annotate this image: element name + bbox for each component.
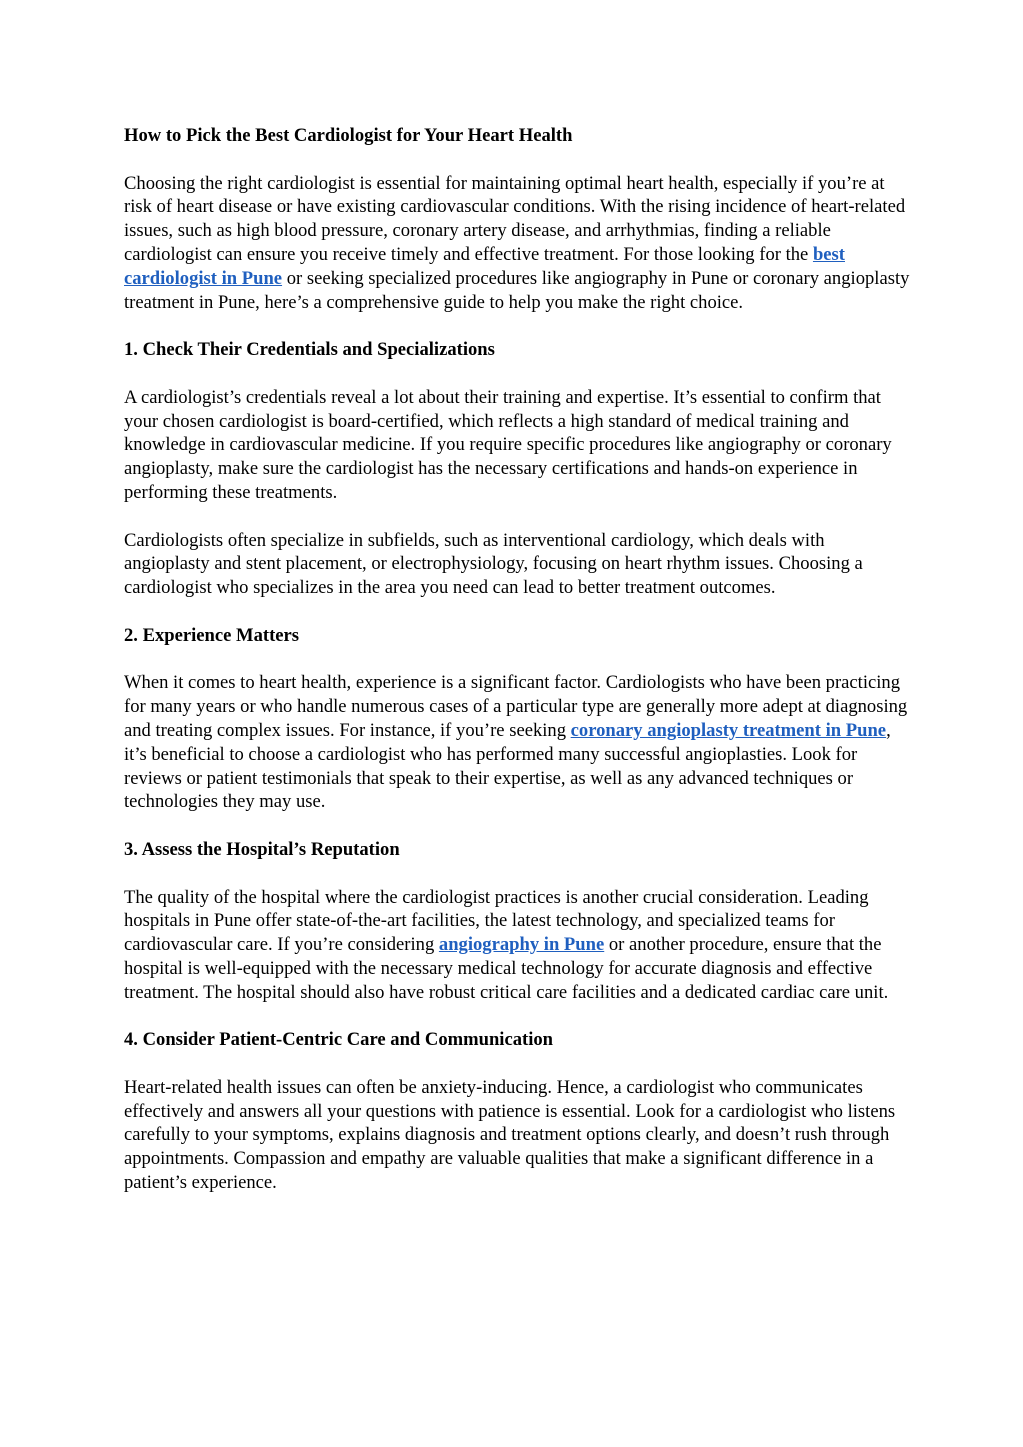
section-3-text-1: The quality of the hospital where the cardiologist practices is another crucial consideration. Leading hospitals in Pune offer state-of-the-art facilities, the latest technology, and specialized teams for cardiovascular care. If you’re considering: [124, 886, 869, 956]
intro-text-2: or seeking specialized procedures like angiography in Pune or coronary angioplasty treatment in Pune, here’s a comprehensive guide to help you make the right choice.: [124, 267, 910, 313]
section-4-heading: 4. Consider Patient-Centric Care and Communication: [124, 1029, 554, 1051]
section-2-heading: 2. Experience Matters: [124, 624, 300, 646]
section-4-paragraph: Heart-related health issues can often be anxiety-inducing. Hence, a cardiologist who communicates effectively and answers all your questions with patience is essential. Look for a cardiologist who listens carefully to your symptoms, explains diagnosis and treatment options clearly, and doesn’t rush through appointments. Compassion and empathy are valuable qualities that make a significant difference in a patient’s experience.: [124, 1076, 896, 1194]
document-page: [124, 124, 914, 1219]
section-3-text-2: or another procedure, ensure that the hospital is well-equipped with the necessary medical technology for accurate diagnosis and effective treatment. The hospital should also have robust critical care facilities and a dedicated cardiac care unit.: [124, 934, 889, 1003]
intro-paragraph: [124, 172, 914, 315]
angiography-link[interactable]: angiography in Pune: [438, 934, 605, 956]
document-title: How to Pick the Best Cardiologist for Your Heart Health: [124, 125, 573, 146]
section-3-heading: 3. Assess the Hospital’s Reputation: [124, 838, 400, 860]
intro-text-1: Choosing the right cardiologist is essential for maintaining optimal heart health, especially if you’re at risk of heart disease or have existing cardiovascular conditions. With the rising incidence of heart-related issues, such as high blood pressure, coronary artery disease, and arrhythmias, finding a reliable cardiologist can ensure you receive timely and effective treatment. For those looking for the: [124, 172, 906, 265]
section-3-paragraph: [124, 886, 914, 1005]
section-2-text-1: When it comes to heart health, experience is a significant factor. Cardiologists who have been practicing for many years or who handle numerous cases of a particular type are generally more adept at diagnosing and treating complex issues. For instance, if you’re seeking: [124, 672, 908, 741]
section-1-paragraph-1: A cardiologist’s credentials reveal a lot about their training and expertise. It’s essential to confirm that your chosen cardiologist is board-certified, which reflects a high standard of medical training and knowledge in cardiovascular medicine. If you require specific procedures like angiography or coronary angioplasty, make sure the cardiologist has the necessary certifications and hands-on experience in performing these treatments.: [124, 386, 892, 503]
section-2-text-2: , it’s beneficial to choose a cardiologist who has performed many successful angioplasties. Look for reviews or patient testimonials that speak to their expertise, as well as any advanced techniques or technologies they may use.: [124, 719, 891, 813]
section-1-heading: 1. Check Their Credentials and Specializations: [124, 339, 495, 361]
section-1-paragraph-2: Cardiologists often specialize in subfields, such as interventional cardiology, which deals with angioplasty and stent placement, or electrophysiology, focusing on heart rhythm issues. Choosing a cardiologist who specializes in the area you need can lead to better treatment outcomes.: [124, 529, 863, 599]
section-2-paragraph: [124, 671, 914, 814]
best-cardiologist-link[interactable]: best cardiologist in Pune: [124, 243, 845, 289]
coronary-angioplasty-link[interactable]: coronary angioplasty treatment in Pune: [570, 719, 887, 741]
